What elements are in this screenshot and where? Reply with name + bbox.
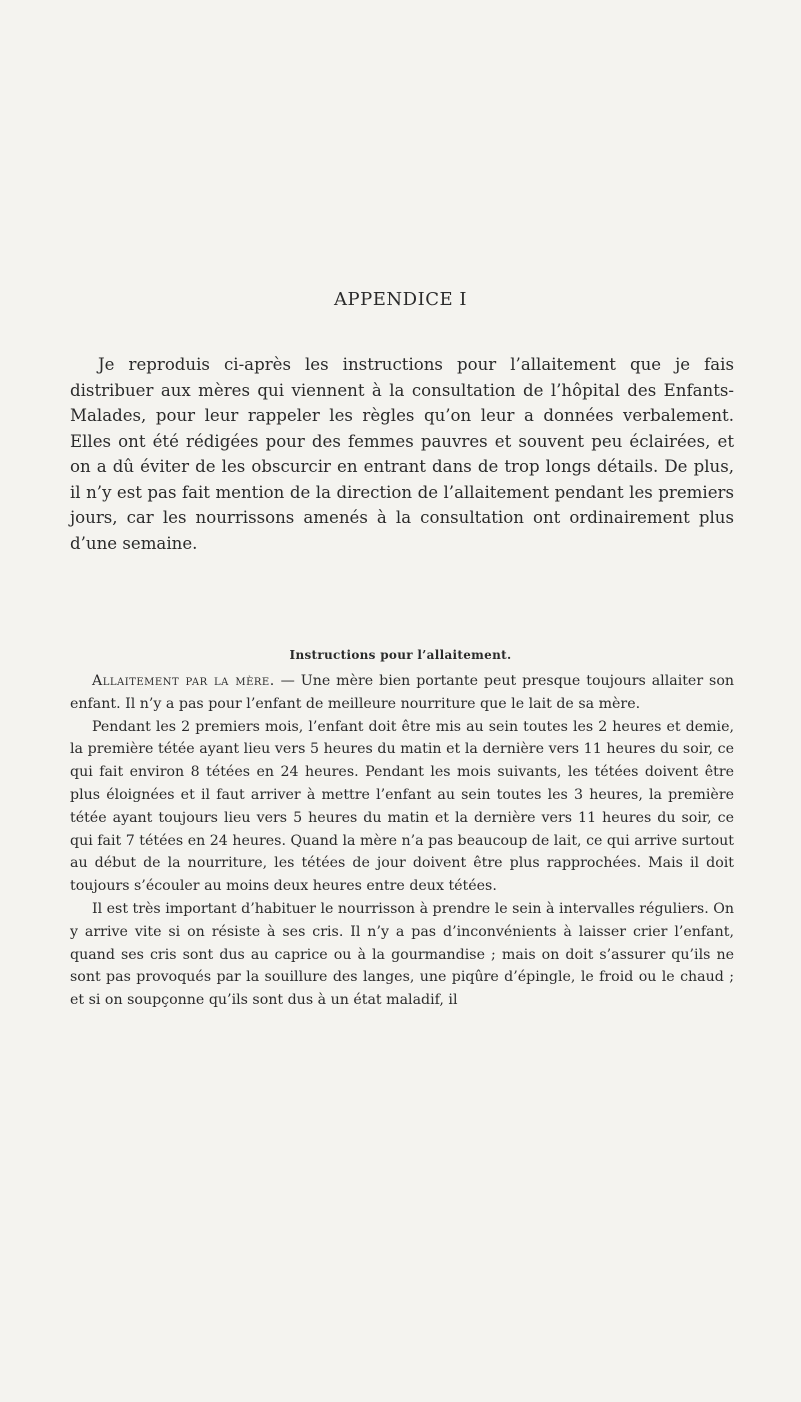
paragraph-2: Pendant les 2 premiers mois, l’enfant doit être mis au sein toutes les 2 heures et demie, la première tétée ayant lieu vers 5 heures du matin et la dernière vers 11 heures du soir, ce qui fait environ 8 tétées en 24 heures. Pendant les mois suivants, les tétées doivent être plus éloignées et il faut arriver à mettre l’enfant au sein toutes les 3 heures, la première tétée ayant toujours lieu vers 5 heures du matin et la dernière vers 11 heures du soir, ce qui fait 7 tétées en 24 heures. Quand la mère n’a pas beaucoup de lait, ce qui arrive surtout au début de la nourriture, les tétées de jour doivent être plus rapprochées. Mais il doit toujours s’écouler au moins deux heures entre deux tétées. <box>70 718 734 895</box>
section-lead: Allaitement par la mère. <box>92 673 275 689</box>
appendix-heading: APPENDICE I <box>334 289 467 310</box>
instructions-body <box>70 670 734 1012</box>
paragraph-1 <box>70 670 734 716</box>
paragraph-1-text: — Une mère bien portante peut presque toujours allaiter son enfant. Il n’y a pas pour l’enfant de meilleure nourriture que le lait de sa mère. <box>70 673 734 712</box>
paragraph-3: Il est très important d’habituer le nourrisson à prendre le sein à intervalles réguliers. On y arrive vite si on résiste à ses cris. Il n’y a pas d’inconvénients à laisser crier l’enfant, quand ses cris sont dus au caprice ou à la gourmandise ; mais on doit s’assurer qu’ils ne sont pas provoqués par la souillure des langes, une piqûre d’épingle, le froid ou le chaud ; et si on soupçonne qu’ils sont dus à un état maladif, il <box>70 900 734 1009</box>
section-title: Instructions pour l’allaitement. <box>289 648 512 662</box>
intro-paragraph: Je reproduis ci-après les instructions pour l’allaitement que je fais distribuer aux mères qui viennent à la consultation de l’hôpital des Enfants-Malades, pour leur rappeler les règles qu’on leur a données verbalement. Elles ont été rédigées pour des femmes pauvres et souvent peu éclairées, et on a dû éviter de les obscurcir en entrant dans de trop longs détails. De plus, il n’y est pas fait mention de la direction de l’allaitement pendant les premiers jours, car les nourrissons amenés à la consultation ont ordinairement plus d’une semaine. <box>70 355 734 553</box>
